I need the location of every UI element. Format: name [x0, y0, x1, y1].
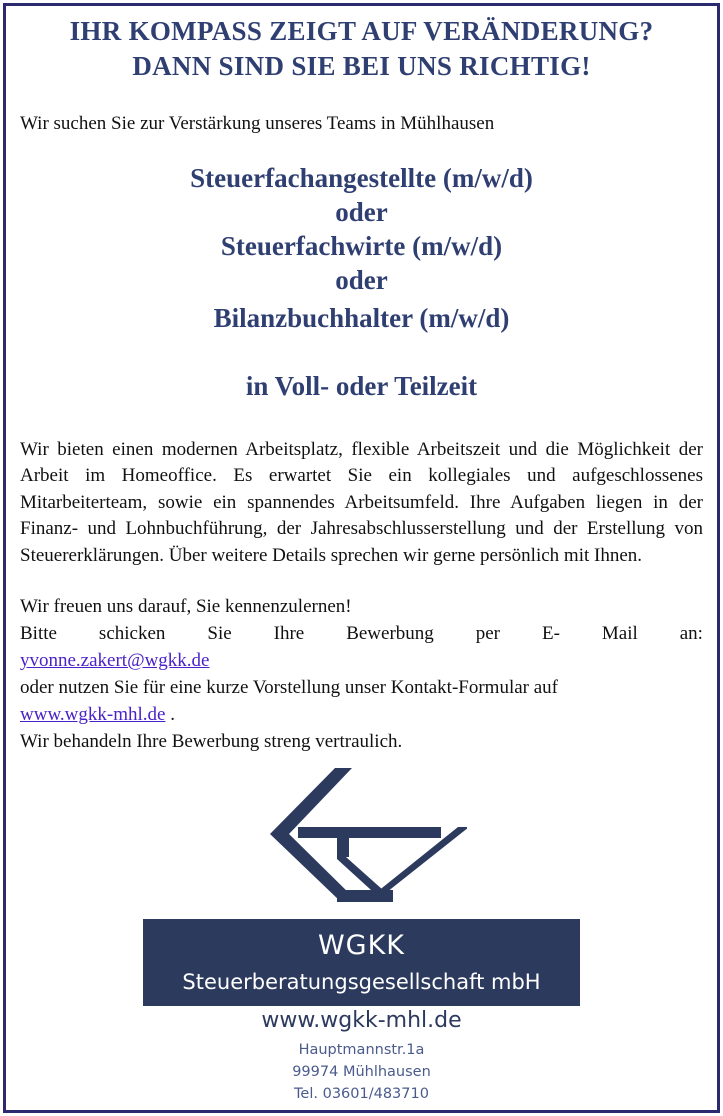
address-city: 99974 Mühlhausen	[292, 1064, 431, 1080]
looking-forward-text: Wir freuen uns darauf, Sie kennenzulernen!	[20, 596, 352, 617]
position-separator-1: oder	[335, 197, 388, 227]
position-bilanzbuchhalter: Bilanzbuchhalter (m/w/d)	[213, 303, 510, 333]
company-subtitle: Steuerberatungsgesellschaft mbH	[182, 970, 541, 994]
apply-word: Sie	[207, 623, 232, 644]
offer-paragraph: Wir bieten einen modernen Arbeitsplatz, flexible Arbeitszeit und die Möglichkeit der Arbeit im Homeoffice. Es erwartet Sie ein kollegiales und aufgeschlossenes Mitarbeiterteam, sowie ein spannendes Arbeitsumfeld. Ihre Aufgaben liegen in der Finanz- und Lohnbuchführung, der Jahresabschlusserstellung und der Erstellung von Steuererklärungen. Über weitere Details sprechen wir gerne persönlich mit Ihnen.	[20, 439, 703, 566]
headline-line-1: IHR KOMPASS ZEIGT AUF VERÄNDERUNG?	[69, 16, 654, 46]
apply-word: Bitte	[20, 623, 57, 644]
apply-word: E-	[541, 623, 560, 644]
contact-form-text: oder nutzen Sie für eine kurze Vorstellung unser Kontakt-Formular auf	[20, 677, 559, 698]
address-street: Hauptmannstr.1a	[298, 1042, 425, 1058]
apply-instruction	[20, 621, 703, 647]
website-line	[20, 702, 703, 728]
position-steuerfachwirte: Steuerfachwirte (m/w/d)	[220, 231, 503, 261]
wgkk-logo-icon	[255, 762, 467, 907]
position-steuerfachangestellte: Steuerfachangestellte (m/w/d)	[190, 163, 533, 193]
apply-word: Mail	[601, 623, 638, 644]
apply-word: Ihre	[273, 623, 305, 644]
apply-word: an:	[679, 623, 703, 644]
apply-word: Bewerbung	[346, 623, 434, 644]
website-link[interactable]: www.wgkk-mhl.de	[20, 704, 166, 725]
intro-text: Wir suchen Sie zur Verstärkung unseres Teams in Mühlhausen	[20, 113, 495, 134]
website-suffix: .	[165, 704, 175, 725]
confidential-text: Wir behandeln Ihre Bewerbung streng vertraulich.	[20, 731, 403, 752]
headline-line-2: DANN SIND SIE BEI UNS RICHTIG!	[132, 51, 591, 81]
email-line	[20, 648, 703, 674]
company-name: WGKK	[317, 930, 406, 961]
address-phone: Tel. 03601/483710	[294, 1086, 429, 1102]
employment-type: in Voll- oder Teilzeit	[245, 371, 478, 401]
company-website: www.wgkk-mhl.de	[261, 1008, 462, 1033]
email-link[interactable]: yvonne.zakert@wgkk.de	[20, 650, 210, 671]
apply-word: schicken	[98, 623, 166, 644]
apply-word: per	[475, 623, 501, 644]
company-banner	[143, 919, 580, 1006]
position-separator-2: oder	[335, 265, 388, 295]
